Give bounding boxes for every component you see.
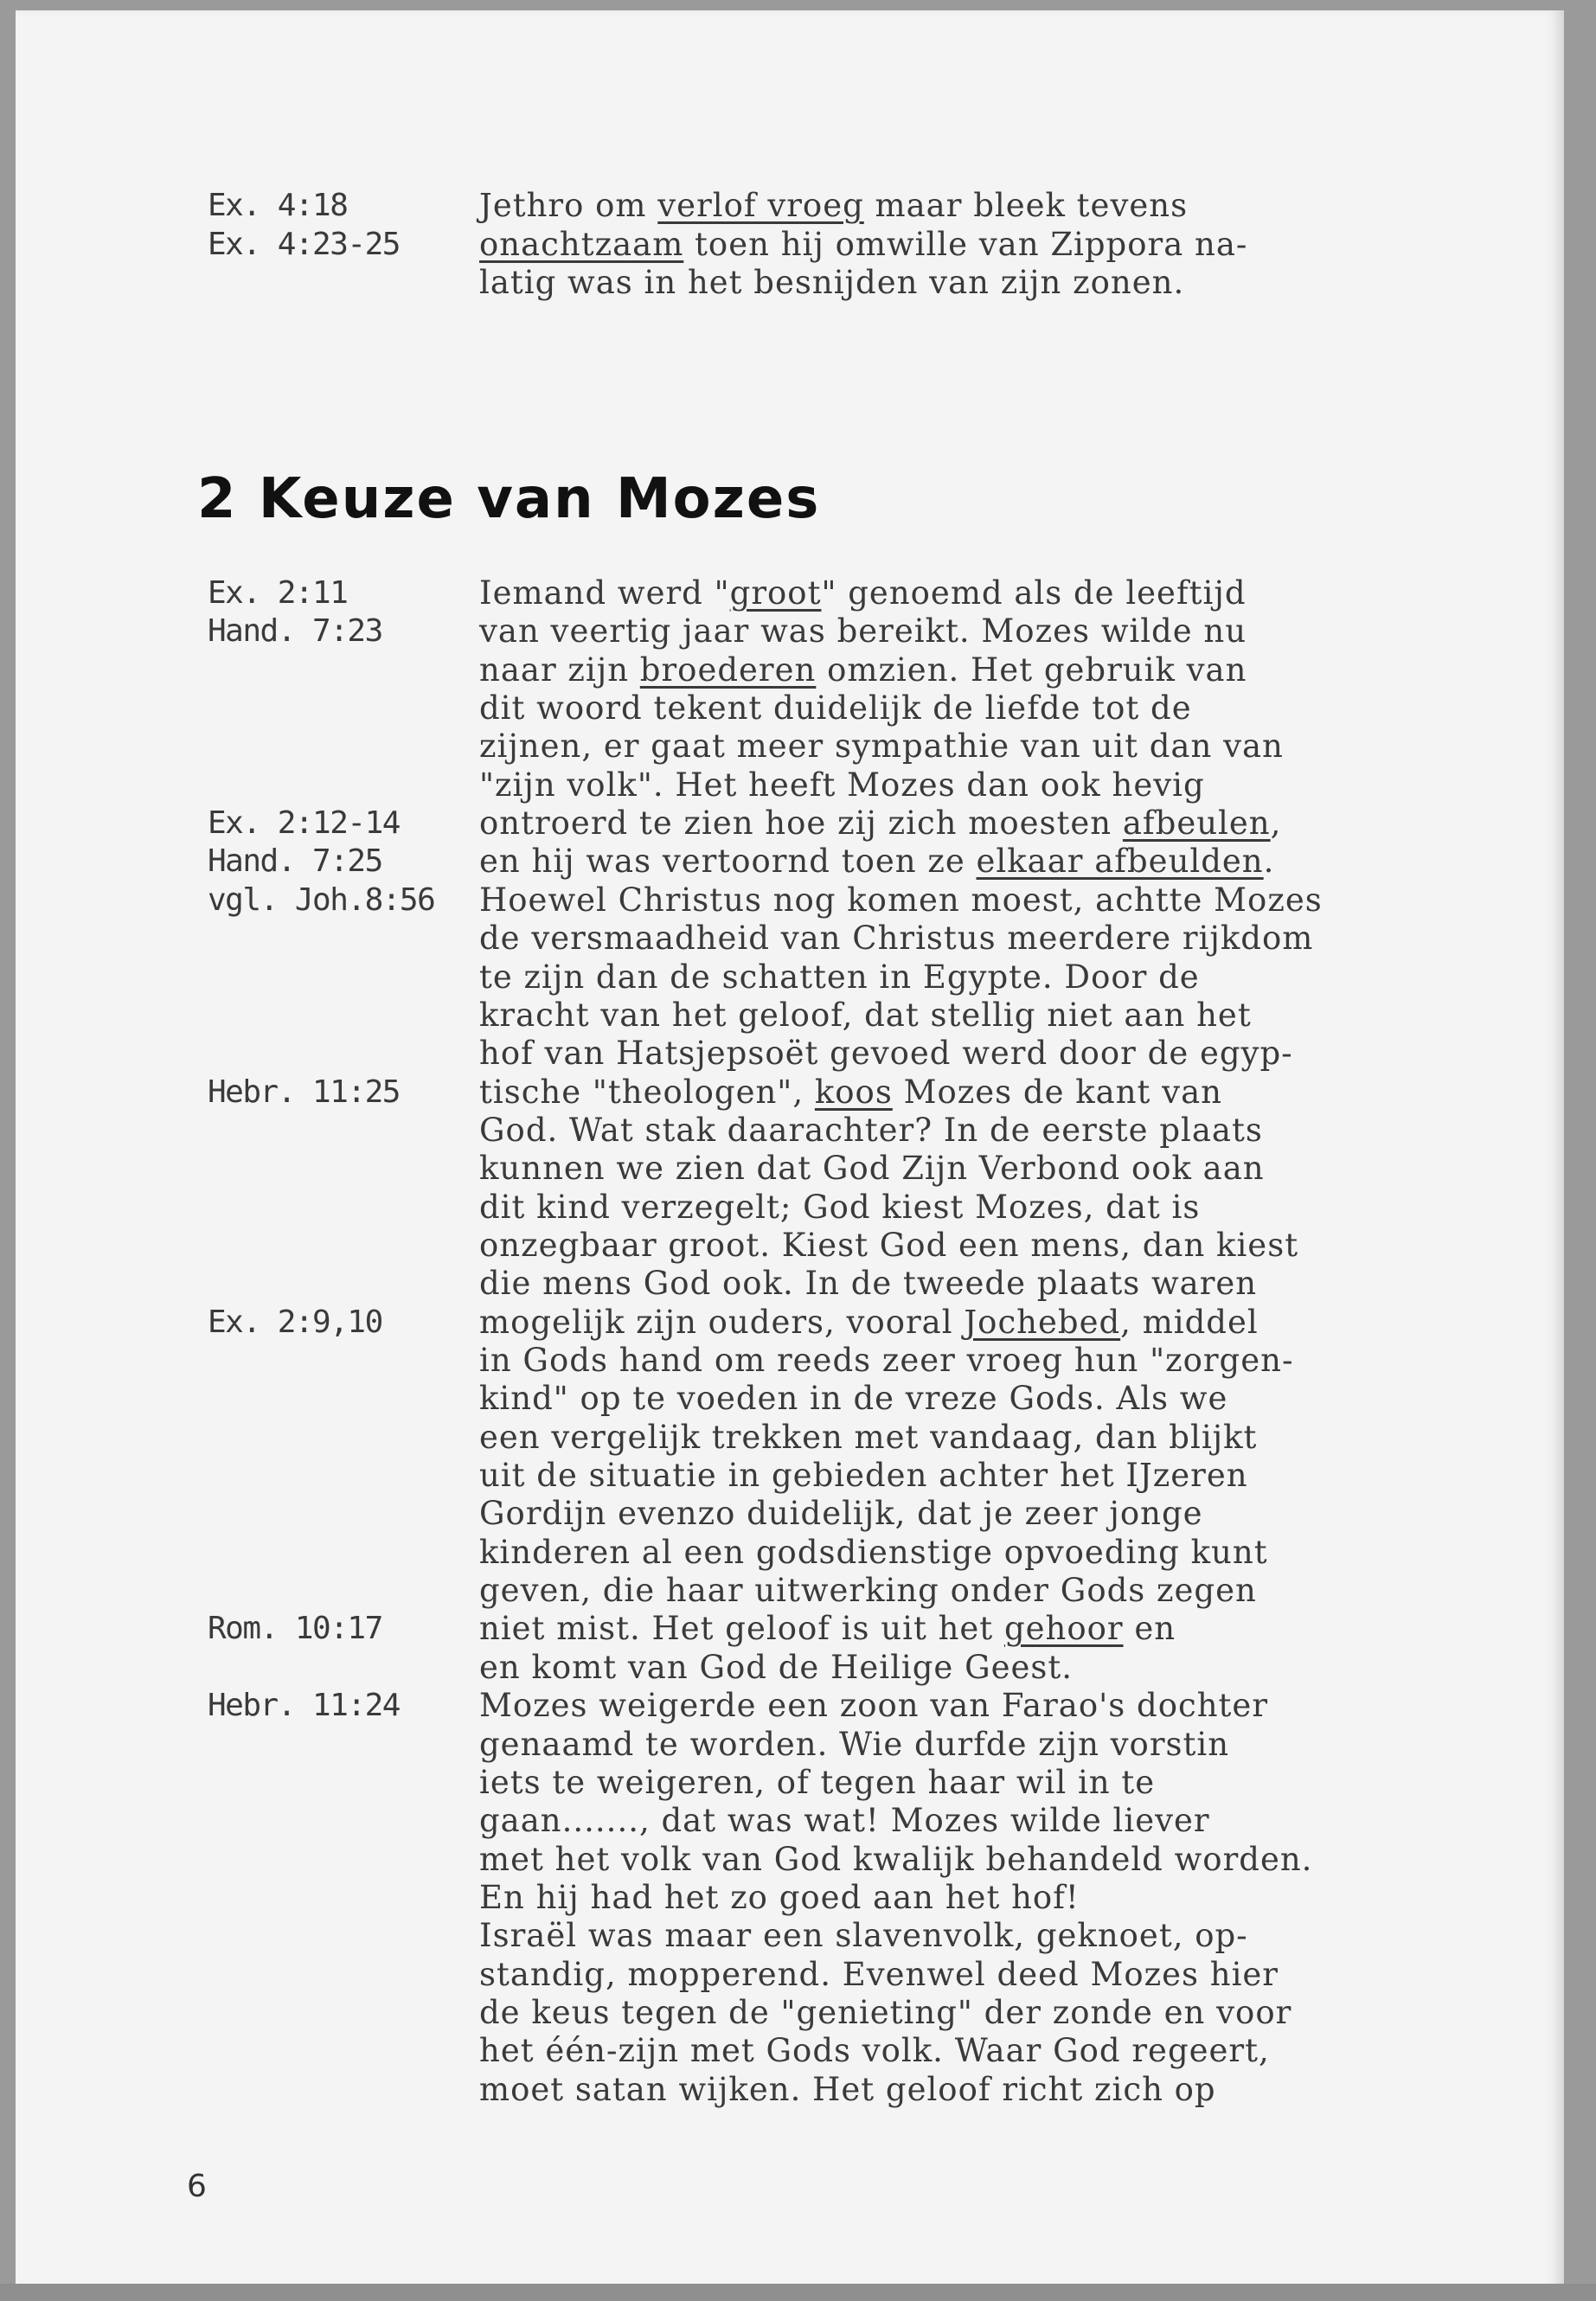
body-text [479, 264, 1184, 302]
text-line [16, 1917, 1564, 1955]
body-text [479, 1304, 1259, 1342]
text-line [16, 1189, 1564, 1227]
text-line [16, 187, 1564, 225]
text-segment: dit kind verzegelt; God kiest Mozes, dat is [479, 1188, 1201, 1226]
body-text [479, 1457, 1248, 1495]
text-line [16, 881, 1564, 920]
body-text [479, 2071, 1216, 2109]
text-segment: die mens God ook. In de tweede plaats waren [479, 1265, 1258, 1303]
text-segment: kinderen al een godsdienstige opvoeding kunt [479, 1533, 1268, 1571]
body-text [479, 1419, 1257, 1457]
text-line [16, 1879, 1564, 1917]
text-line [16, 1534, 1564, 1572]
body-text [479, 1649, 1073, 1687]
text-segment: de keus tegen de "genieting" der zonde en voor [479, 1993, 1292, 2031]
text-line [16, 1265, 1564, 1303]
text-segment: naar zijn [479, 651, 640, 689]
text-line [16, 997, 1564, 1035]
text-line [16, 1112, 1564, 1150]
page-number: 6 [187, 2169, 207, 2204]
text-segment: Iemand werd " [479, 574, 730, 612]
underlined-phrase: koos [814, 1073, 893, 1111]
body-text [479, 226, 1247, 264]
text-line [16, 1610, 1564, 1648]
text-line [16, 1649, 1564, 1687]
text-line [16, 1342, 1564, 1380]
body-text [479, 1534, 1268, 1572]
text-segment: onzegbaar groot. Kiest God een mens, dan kiest [479, 1226, 1299, 1264]
text-segment: en hij was vertoornd toen ze [479, 843, 977, 881]
underlined-phrase: elkaar afbeulden [976, 843, 1264, 881]
text-segment: uit de situatie in gebieden achter het IJzeren [479, 1457, 1248, 1495]
text-line [16, 1726, 1564, 1764]
scripture-reference: Hebr. 11:24 [208, 1688, 400, 1724]
text-segment: omzien. Het gebruik van [816, 651, 1247, 689]
text-segment: moet satan wijken. Het geloof richt zich op [479, 2070, 1216, 2108]
body-text [479, 612, 1247, 651]
text-segment: kind" op te voeden in de vreze Gods. Als we [479, 1380, 1228, 1418]
text-line [16, 766, 1564, 804]
body-text [479, 920, 1313, 958]
text-line [16, 1572, 1564, 1610]
scripture-reference: Ex. 2:9,10 [208, 1304, 382, 1340]
text-segment: zijnen, er gaat meer sympathie van uit dan van [479, 727, 1284, 766]
text-segment: het één-zijn met Gods volk. Waar God regeert, [479, 2032, 1270, 2070]
body-text [479, 843, 1274, 881]
text-segment: gaan......., dat was wat! Mozes wilde liever [479, 1802, 1210, 1840]
scripture-reference: Ex. 4:23-25 [208, 226, 400, 262]
body-text [479, 1726, 1229, 1764]
text-segment: en [1123, 1610, 1176, 1648]
underlined-phrase: verlof vroeg [657, 187, 864, 224]
text-segment: "zijn volk". Het heeft Mozes dan ook hevig [479, 766, 1205, 804]
body-text [479, 1764, 1155, 1802]
body-text [479, 997, 1252, 1035]
text-line [16, 226, 1564, 264]
scripture-reference: Hand. 7:23 [208, 613, 382, 650]
text-line [16, 1841, 1564, 1879]
text-line [16, 804, 1564, 843]
text-line [16, 1227, 1564, 1265]
text-segment: En hij had het zo goed aan het hof! [479, 1878, 1080, 1916]
text-segment: dit woord tekent duidelijk de liefde tot de [479, 689, 1192, 727]
body-text [479, 1035, 1293, 1073]
text-segment: mogelijk zijn ouders, vooral [479, 1303, 965, 1341]
text-line [16, 1150, 1564, 1188]
text-line [16, 1956, 1564, 1994]
underlined-phrase: broederen [639, 651, 817, 689]
body-text [479, 1841, 1312, 1879]
text-line [16, 727, 1564, 766]
text-line [16, 958, 1564, 997]
body-text [479, 574, 1247, 612]
body-text [479, 804, 1281, 843]
body-text [479, 1495, 1203, 1533]
text-segment: kunnen we zien dat God Zijn Verbond ook aan [479, 1150, 1265, 1188]
body-text [479, 1610, 1176, 1648]
text-segment: geven, die haar uitwerking onder Gods zegen [479, 1572, 1257, 1610]
text-segment: , middel [1120, 1303, 1259, 1341]
text-line [16, 1802, 1564, 1840]
scripture-reference: Ex. 4:18 [208, 188, 348, 223]
body-text [479, 1687, 1268, 1725]
text-segment: Hoewel Christus nog komen moest, achtte Mozes [479, 881, 1323, 919]
text-line [16, 651, 1564, 689]
text-segment: tische "theologen", [479, 1073, 815, 1111]
underlined-phrase: gehoor [1003, 1610, 1124, 1648]
body-text [479, 1572, 1257, 1610]
text-line [16, 1764, 1564, 1802]
body-text [479, 1265, 1257, 1303]
scripture-reference: Ex. 2:12-14 [208, 805, 400, 842]
text-line [16, 1457, 1564, 1495]
text-line [16, 1074, 1564, 1112]
body-text [479, 958, 1200, 997]
scripture-reference: Hebr. 11:25 [208, 1074, 400, 1110]
text-segment: latig was in het besnijden van zijn zonen. [479, 264, 1185, 301]
section-heading: 2 Keuze van Mozes [197, 467, 821, 531]
text-line [16, 2071, 1564, 2109]
text-segment: met het volk van God kwalijk behandeld worden. [479, 1840, 1313, 1878]
text-segment: hof van Hatsjepsoët gevoed werd door de egyp- [479, 1035, 1293, 1073]
text-segment: niet mist. Het geloof is uit het [479, 1610, 1004, 1648]
scripture-reference: Rom. 10:17 [208, 1611, 382, 1647]
underlined-phrase: groot [729, 574, 822, 612]
body-text [479, 1227, 1298, 1265]
body-text [479, 1342, 1293, 1380]
text-segment: genaamd te worden. Wie durfde zijn vorstin [479, 1725, 1230, 1763]
text-segment: in Gods hand om reeds zeer vroeg hun "zorgen- [479, 1342, 1294, 1379]
body-text [479, 1150, 1265, 1188]
scan-edge [0, 2284, 1596, 2301]
text-line [16, 612, 1564, 651]
text-segment: Jethro om [479, 187, 658, 224]
text-segment: te zijn dan de schatten in Egypte. Door de [479, 958, 1200, 996]
body-text [479, 1189, 1200, 1227]
text-segment: God. Wat stak daarachter? In de eerste plaats [479, 1111, 1263, 1149]
text-segment: Gordijn evenzo duidelijk, dat je zeer jonge [479, 1495, 1203, 1533]
text-segment: en komt van God de Heilige Geest. [479, 1648, 1074, 1686]
body-text [479, 727, 1284, 766]
text-segment: Israël was maar een slavenvolk, geknoet, op- [479, 1917, 1248, 1955]
text-line [16, 1495, 1564, 1533]
text-segment: Mozes weigerde een zoon van Farao's dochter [479, 1687, 1269, 1725]
text-line [16, 843, 1564, 881]
text-segment: toen hij omwille van Zippora na- [683, 225, 1248, 263]
text-line [16, 264, 1564, 302]
text-segment: , [1270, 804, 1282, 843]
body-text [479, 2032, 1270, 2070]
scripture-reference: Hand. 7:25 [208, 843, 382, 880]
text-segment: iets te weigeren, of tegen haar wil in te [479, 1763, 1156, 1801]
underlined-phrase: onachtzaam [479, 225, 684, 263]
body-text [479, 1802, 1210, 1840]
text-segment: de versmaadheid van Christus meerdere rijkdom [479, 920, 1314, 958]
text-segment: een vergelijk trekken met vandaag, dan blijkt [479, 1418, 1258, 1456]
body-text [479, 1917, 1248, 1955]
text-segment: Mozes de kant van [892, 1073, 1222, 1111]
text-line [16, 920, 1564, 958]
scripture-reference: Ex. 2:11 [208, 575, 348, 611]
underlined-phrase: afbeulen [1122, 804, 1271, 843]
text-segment: van veertig jaar was bereikt. Mozes wilde nu [479, 612, 1247, 651]
text-line [16, 1994, 1564, 2032]
body-text [479, 187, 1188, 225]
text-line [16, 1304, 1564, 1342]
text-line [16, 2032, 1564, 2070]
text-segment: . [1263, 843, 1275, 881]
body-text [479, 766, 1205, 804]
body-text [479, 1074, 1222, 1112]
text-segment: " genoemd als de leeftijd [821, 574, 1247, 612]
body-text [479, 1879, 1080, 1917]
body-text [479, 1994, 1292, 2032]
document-page [16, 10, 1564, 2294]
text-line [16, 574, 1564, 612]
underlined-phrase: Jochebed [964, 1303, 1121, 1341]
text-line [16, 1380, 1564, 1418]
body-text [479, 881, 1323, 920]
text-line [16, 1687, 1564, 1725]
text-segment: maar bleek tevens [863, 187, 1189, 224]
text-segment: standig, mopperend. Evenwel deed Mozes hier [479, 1955, 1279, 1993]
body-text [479, 1380, 1227, 1418]
scripture-reference: vgl. Joh.8:56 [208, 881, 435, 918]
text-line [16, 689, 1564, 727]
body-text [479, 1112, 1263, 1150]
body-text [479, 689, 1192, 727]
text-line [16, 1035, 1564, 1073]
text-line [16, 1419, 1564, 1457]
text-segment: ontroerd te zien hoe zij zich moesten [479, 804, 1123, 843]
text-segment: kracht van het geloof, dat stellig niet aan het [479, 996, 1252, 1034]
body-text [479, 651, 1247, 689]
body-text [479, 1956, 1279, 1994]
